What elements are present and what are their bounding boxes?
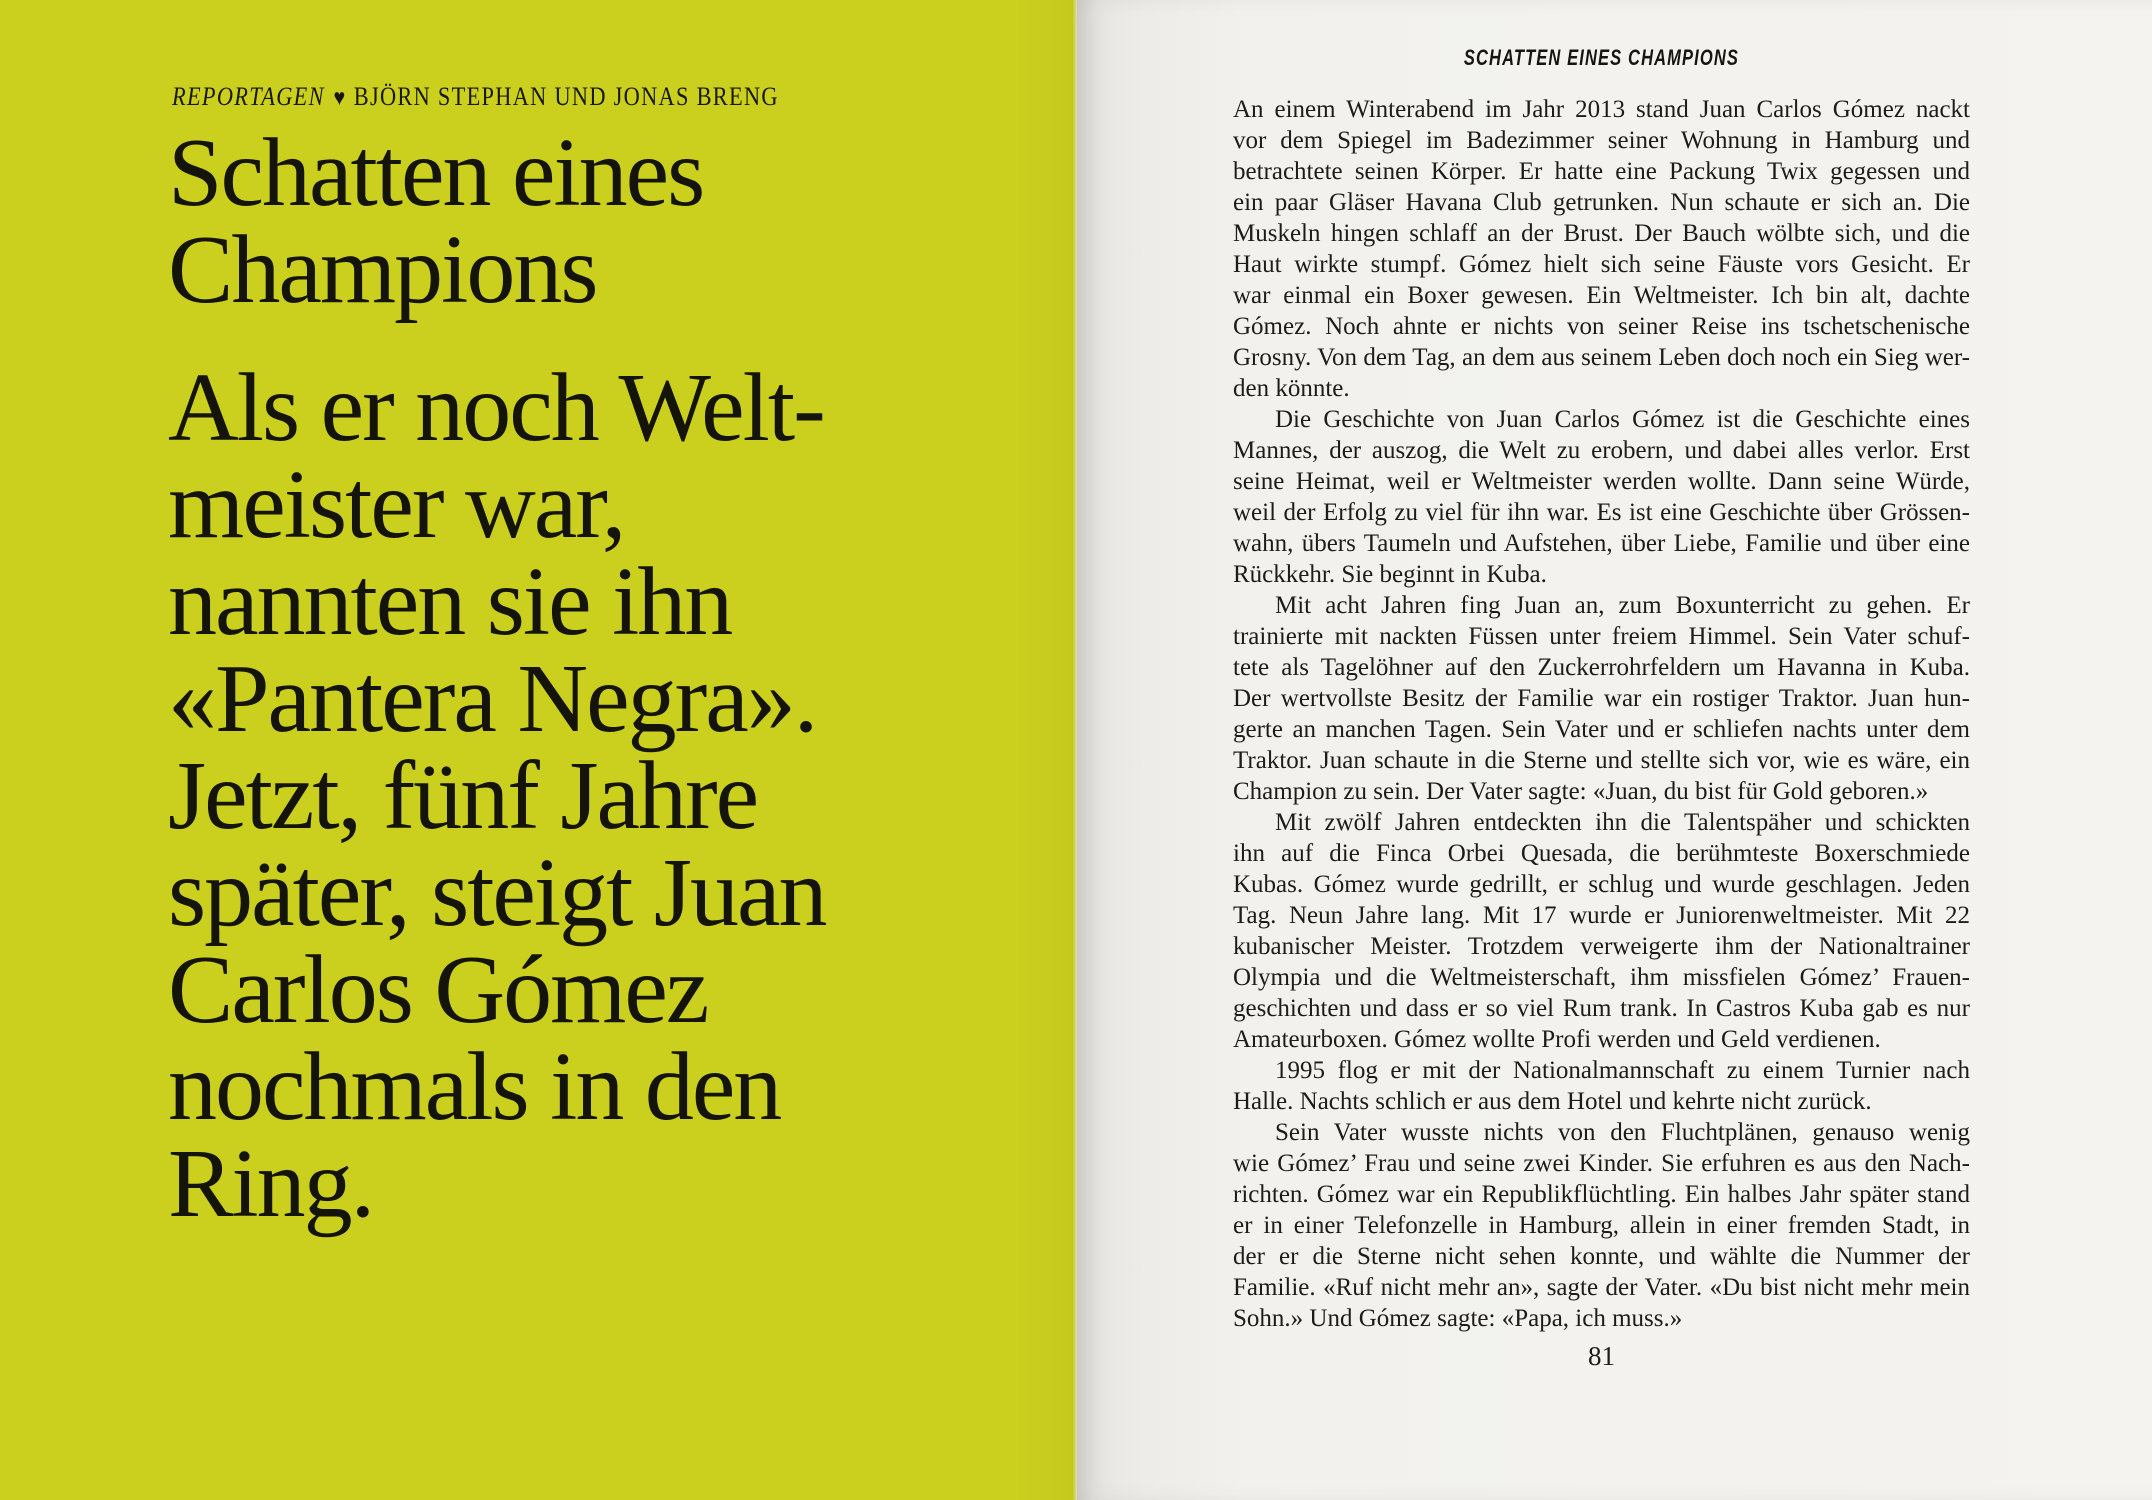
deck-line: Als er noch Welt- [168,354,824,462]
deck-line: Carlos Gómez [168,936,708,1044]
body-text-line: Grosny. Von dem Tag, an dem aus seinem Leben doch noch ein Sieg wer- [1233,344,1970,371]
body-text-line: den könnte. [1233,375,1350,402]
body-text-line: Sein Vater wusste nichts von den Fluchtplänen, genauso wenig [1275,1119,1970,1146]
body-text-line: war einmal ein Boxer gewesen. Ein Weltmeister. Ich bin alt, dachte [1233,282,1970,309]
body-text-line: Die Geschichte von Juan Carlos Gómez ist die Geschichte eines [1275,406,1970,433]
body-text-line: vor dem Spiegel im Badezimmer seiner Wohnung in Hamburg und [1233,127,1970,154]
body-text-line: wie Gómez’ Frau und seine zwei Kinder. Sie erfuhren es aus den Nach- [1233,1150,1970,1177]
heart-icon: ♥ [333,85,346,110]
body-text-line: seine Heimat, weil er Weltmeister werden wollte. Dann seine Würde, [1233,468,1970,495]
right-page [1077,0,2152,1500]
article-deck [168,354,826,1238]
deck-line: «Pantera Negra». [168,645,817,753]
body-text-line: trainierte mit nackten Füssen unter freiem Himmel. Sein Vater schuf- [1233,623,1970,650]
deck-line: nannten sie ihn [168,548,732,656]
article-headline [168,119,704,324]
body-text-line: Gómez. Noch ahnte er nichts von seiner Reise ins tschetschenische [1233,313,1970,340]
deck-line: Jetzt, fünf Jahre [168,742,758,850]
body-text-line: Haut wirkte stumpf. Gómez hielt sich seine Fäuste vors Gesicht. Er [1233,251,1970,278]
body-text-line: Olympia und die Weltmeisterschaft, ihm missfielen Gómez’ Frauen- [1233,964,1970,991]
article-body [1233,94,1970,1334]
deck-line: meister war, [168,451,625,559]
deck-line: Ring. [168,1130,374,1238]
body-text-line: 1995 flog er mit der Nationalmannschaft zu einem Turnier nach [1275,1057,1970,1084]
body-text-line: betrachtete seinen Körper. Er hatte eine Packung Twix gegessen und [1233,158,1970,185]
body-text-line: Halle. Nachts schlich er aus dem Hotel und kehrte nicht zurück. [1233,1088,1872,1115]
page-number: 81 [1588,1341,1615,1371]
deck-line: nochmals in den [168,1033,781,1141]
body-text-line: weil der Erfolg zu viel für ihn war. Es ist eine Geschichte über Grössen- [1233,499,1970,526]
body-text-line: Der wertvollste Besitz der Familie war ein rostiger Traktor. Juan hun- [1233,685,1970,712]
deck-line: später, steigt Juan [168,839,826,947]
body-text-line: geschichten und dass er so viel Rum trank. In Castros Kuba gab es nur [1233,995,1970,1022]
body-text-line: An einem Winterabend im Jahr 2013 stand Juan Carlos Gómez nackt [1233,96,1970,123]
body-text-line: ihn auf die Finca Orbei Quesada, die berühmteste Boxerschmiede [1233,840,1970,867]
body-text-line: tete als Tagelöhner auf den Zuckerrohrfeldern um Havanna in Kuba. [1233,654,1970,681]
kicker-authors: BJÖRN STEPHAN UND JONAS BRENG [353,82,779,111]
running-head-text: SCHATTEN EINES CHAMPIONS [1463,45,1740,70]
body-text-line: Sohn.» Und Gómez sagte: «Papa, ich muss.» [1233,1305,1683,1332]
headline-line: Schatten eines [168,119,704,227]
body-text-line: der er die Sterne nicht sehen konnte, und wählte die Nummer der [1233,1243,1970,1270]
running-head [1233,45,1970,71]
kicker-magazine-title: REPORTAGEN [172,82,325,111]
body-text-line: Muskeln hingen schlaff an der Brust. Der Bauch wölbte sich, und die [1233,220,1970,247]
body-text-line: gerte an manchen Tagen. Sein Vater und er schliefen nachts unter dem [1233,716,1970,743]
body-text-line: Mit acht Jahren fing Juan an, zum Boxunterricht zu gehen. Er [1275,592,1970,619]
body-text-line: ein paar Gläser Havana Club getrunken. Nun schaute er sich an. Die [1233,189,1970,216]
body-text-line: richten. Gómez war ein Republikflüchtling. Ein halbes Jahr später stand [1233,1181,1970,1208]
body-text-line: wahn, übers Taumeln und Aufstehen, über Liebe, Familie und über eine [1233,530,1970,557]
kicker-text [172,82,779,112]
body-text-line: er in einer Telefonzelle in Hamburg, allein in einer fremden Stadt, in [1233,1212,1970,1239]
body-text-line: Mit zwölf Jahren entdeckten ihn die Talentspäher und schickten [1275,809,1970,836]
body-text-line: Kubas. Gómez wurde gedrillt, er schlug und wurde geschlagen. Jeden [1233,871,1970,898]
headline-line: Champions [168,216,597,324]
body-text-line: Mannes, der auszog, die Welt zu erobern, und dabei alles verlor. Erst [1233,437,1970,464]
body-text-line: kubanischer Meister. Trotzdem verweigerte ihm der Nationaltrainer [1233,933,1970,960]
body-text-line: Familie. «Ruf nicht mehr an», sagte der Vater. «Du bist nicht mehr mein [1233,1274,1970,1301]
body-text-line: Traktor. Juan schaute in die Sterne und stellte sich vor, wie es wäre, ein [1233,747,1970,774]
body-text-line: Rückkehr. Sie beginnt in Kuba. [1233,561,1547,588]
body-text-line: Tag. Neun Jahre lang. Mit 17 wurde er Juniorenweltmeister. Mit 22 [1233,902,1970,929]
body-text-line: Amateurboxen. Gómez wollte Profi werden und Geld verdienen. [1233,1026,1881,1053]
kicker [172,82,878,112]
body-text-line: Champion zu sein. Der Vater sagte: «Juan, du bist für Gold geboren.» [1233,778,1929,805]
